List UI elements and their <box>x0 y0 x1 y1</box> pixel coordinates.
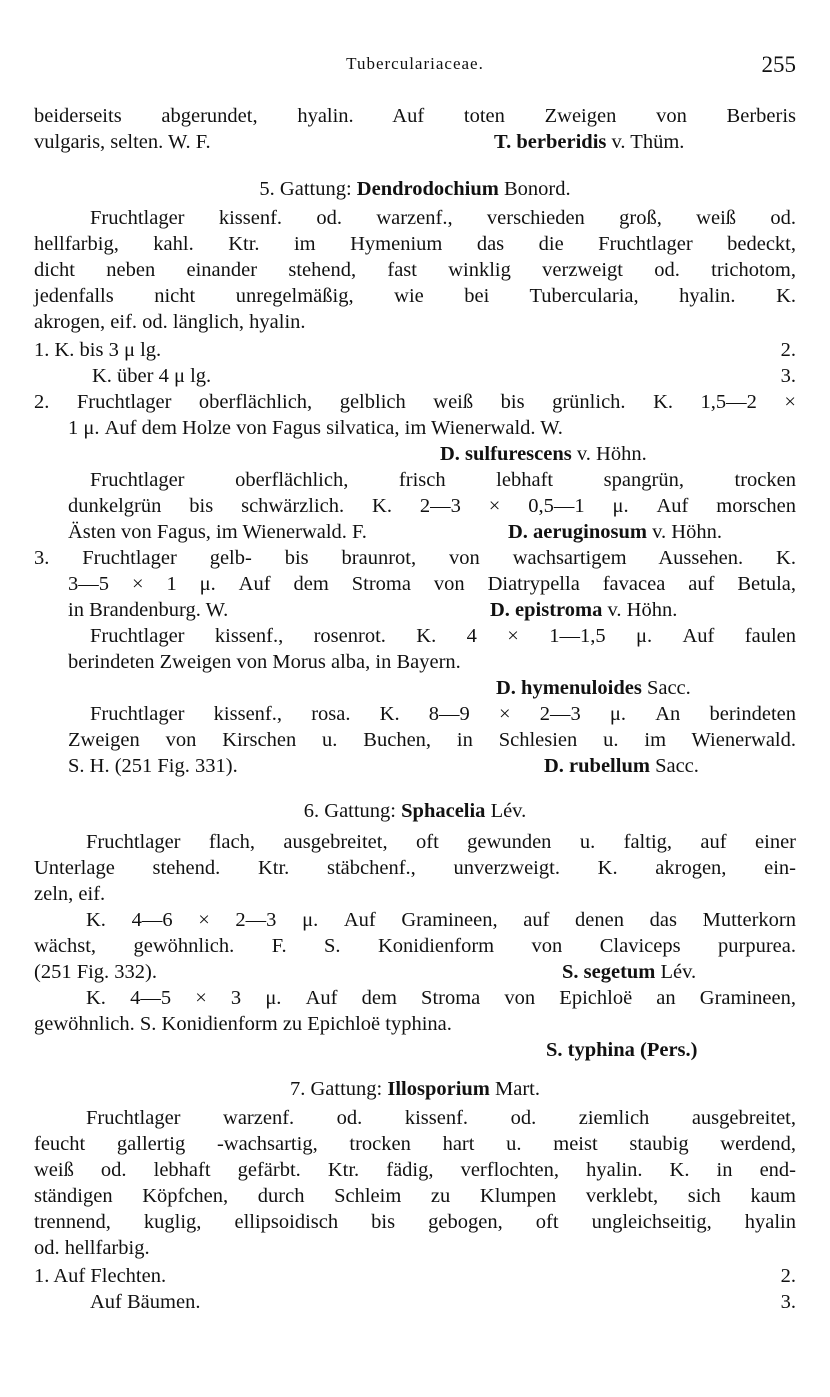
species-name: T. berberidis <box>494 131 607 153</box>
key-line: 1 μ. Auf dem Holze von Fagus silvatica, im Wienerwald. W. <box>68 417 563 439</box>
description-line: akrogen, eif. od. länglich, hyalin. <box>34 311 306 333</box>
genus-heading <box>0 176 830 202</box>
description-line: weiß od. lebhaft gefärbt. Ktr. fädig, verflochten, hyalin. K. in end- <box>34 1159 796 1181</box>
species-description: K. 4—5 × 3 μ. Auf dem Stroma von Epichloë an Gramineen, <box>86 987 796 1009</box>
species-author: Sacc. <box>646 677 691 699</box>
key-reference: 3. <box>780 365 796 387</box>
key-line: Fruchtlager kissenf., rosenrot. K. 4 × 1—1,5 μ. Auf faulen <box>90 625 796 647</box>
page-number: 255 <box>761 52 796 77</box>
key-text: K. über 4 μ lg. <box>92 365 212 387</box>
description-line: feucht gallertig -wachsartig, trocken hart u. meist staubig werdend, <box>34 1133 796 1155</box>
description-line: dicht neben einander stehend, fast winklig verzweigt od. trichotom, <box>34 259 796 281</box>
description-line: zeln, eif. <box>34 883 106 905</box>
key-line <box>34 1263 796 1289</box>
genus-number: 5. Gattung: <box>259 178 352 200</box>
description-line: ständigen Köpfchen, durch Schleim zu Klumpen verklebt, sich kaum <box>34 1185 796 1207</box>
key-line: Fruchtlager oberflächlich, frisch lebhaft spangrün, trocken <box>90 469 796 491</box>
species-name: D. aeruginosum <box>508 521 647 543</box>
description-line: trennend, kuglig, ellipsoidisch bis gebogen, oft ungleichseitig, hyalin <box>34 1211 796 1233</box>
genus-number: 7. Gattung: <box>289 1078 383 1100</box>
genus-name: Dendrodochium <box>356 178 499 200</box>
species-author: Lév. <box>660 961 697 983</box>
description-line: Fruchtlager kissenf. od. warzenf., verschieden groß, weiß od. <box>90 207 796 229</box>
key-line: Fruchtlager kissenf., rosa. K. 8—9 × 2—3 μ. An berindeten <box>90 703 796 725</box>
genus-author: Lév. <box>490 800 527 822</box>
species-name: D. rubellum <box>544 755 650 777</box>
key-line: berindeten Zweigen von Morus alba, in Bayern. <box>68 651 461 673</box>
species-author: (Pers.) <box>640 1039 698 1061</box>
species-author: v. Höhn. <box>652 521 722 543</box>
species-description: K. 4—6 × 2—3 μ. Auf Gramineen, auf denen das Mutterkorn <box>86 909 796 931</box>
species-description: wächst, gewöhnlich. F. S. Konidienform von Claviceps purpurea. <box>34 935 796 957</box>
genus-heading <box>0 798 830 824</box>
species-author: v. Höhn. <box>607 599 678 621</box>
description-line: Fruchtlager warzenf. od. kissenf. od. ziemlich ausgebreitet, <box>86 1107 796 1129</box>
species-name: D. epistroma <box>490 599 603 621</box>
key-line: 3—5 × 1 μ. Auf dem Stroma von Diatrypella favacea auf Betula, <box>68 573 796 595</box>
key-reference: 2. <box>780 1265 796 1287</box>
description-line: Fruchtlager flach, ausgebreitet, oft gewunden u. faltig, auf einer <box>86 831 796 853</box>
species-entry <box>34 129 796 155</box>
species-author: v. Höhn. <box>576 443 647 465</box>
key-reference: 3. <box>780 1291 796 1313</box>
body-text: Ästen von Fagus, im Wienerwald. F. <box>68 521 367 543</box>
species-entry <box>34 1037 796 1063</box>
description-line: hellfarbig, kahl. Ktr. im Hymenium das die Fruchtlager bedeckt, <box>34 233 796 255</box>
body-line: beiderseits abgerundet, hyalin. Auf toten Zweigen von Berberis <box>34 105 796 127</box>
species-name: D. sulfurescens <box>440 443 572 465</box>
description-line: jedenfalls nicht unregelmäßig, wie bei Tubercularia, hyalin. K. <box>34 285 796 307</box>
species-name: D. hymenuloides <box>496 677 642 699</box>
key-text: 1. Auf Flechten. <box>34 1265 167 1287</box>
species-name: S. typhina <box>546 1039 635 1061</box>
species-entry <box>68 753 796 779</box>
species-entry <box>68 597 796 623</box>
species-description: gewöhnlich. S. Konidienform zu Epichloë typhina. <box>34 1013 452 1035</box>
genus-number: 6. Gattung: <box>303 800 397 822</box>
key-text: Auf Bäumen. <box>90 1291 201 1313</box>
species-entry <box>34 959 796 985</box>
key-text: 1. K. bis 3 μ lg. <box>34 339 162 361</box>
key-line: dunkelgrün bis schwärzlich. K. 2—3 × 0,5—1 μ. Auf morschen <box>68 495 796 517</box>
key-reference: 2. <box>780 339 796 361</box>
running-head: Tuberculariaceae. <box>346 54 484 73</box>
genus-name: Illosporium <box>387 1078 490 1100</box>
key-line <box>92 363 796 389</box>
genus-author: Mart. <box>495 1078 540 1100</box>
body-text: (251 Fig. 332). <box>34 961 157 983</box>
description-line: od. hellfarbig. <box>34 1237 150 1259</box>
key-line <box>34 337 796 363</box>
genus-name: Sphacelia <box>401 800 486 822</box>
species-entry <box>68 519 796 545</box>
key-line: Zweigen von Kirschen u. Buchen, in Schlesien u. im Wienerwald. <box>68 729 796 751</box>
species-author: Sacc. <box>655 755 699 777</box>
page-header <box>34 52 796 80</box>
description-line: Unterlage stehend. Ktr. stäbchenf., unverzweigt. K. akrogen, ein- <box>34 857 796 879</box>
body-text: vulgaris, selten. W. F. <box>34 131 211 153</box>
body-text: S. H. (251 Fig. 331). <box>68 755 238 777</box>
body-text: in Brandenburg. W. <box>68 599 229 621</box>
species-name: S. segetum <box>562 961 656 983</box>
species-entry <box>34 441 796 467</box>
genus-author: Bonord. <box>503 178 571 200</box>
species-entry <box>34 675 796 701</box>
species-author: v. Thüm. <box>611 131 685 153</box>
genus-heading <box>0 1076 830 1102</box>
key-line <box>90 1289 796 1315</box>
key-line: 2. Fruchtlager oberflächlich, gelblich weiß bis grünlich. K. 1,5—2 × <box>34 391 796 413</box>
key-line: 3. Fruchtlager gelb- bis braunrot, von wachsartigem Aussehen. K. <box>34 547 796 569</box>
